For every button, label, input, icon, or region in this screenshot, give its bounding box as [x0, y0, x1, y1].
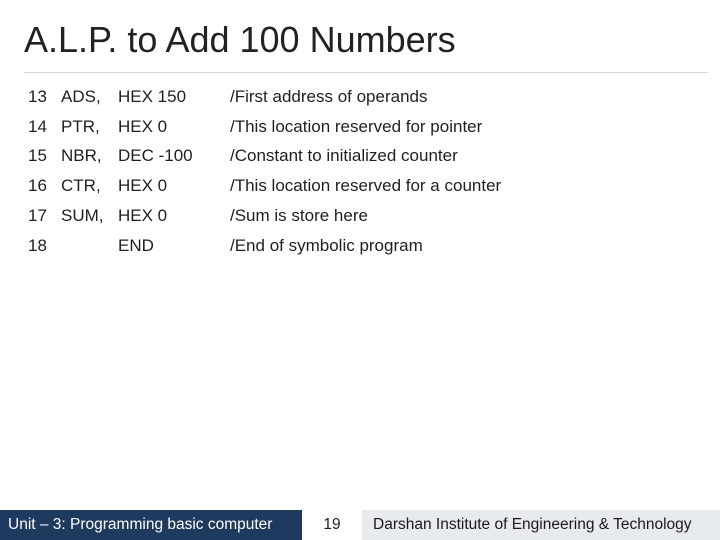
instruction: HEX 0	[118, 116, 168, 136]
code-row	[28, 231, 570, 261]
label: SUM,	[61, 206, 104, 226]
comment: /Constant to initialized counter	[230, 146, 458, 166]
comment: /End of symbolic program	[230, 235, 423, 255]
instruction: DEC -100	[118, 146, 193, 166]
label	[61, 231, 118, 261]
code-row	[28, 142, 570, 172]
line-number: 14	[28, 116, 47, 136]
line-number: 17	[28, 206, 47, 226]
code-listing	[28, 82, 570, 261]
label: ADS,	[61, 86, 101, 106]
code-row	[28, 82, 570, 112]
instruction: HEX 150	[118, 86, 187, 106]
code-row	[28, 112, 570, 142]
instruction: HEX 0	[118, 176, 168, 196]
line-number: 15	[28, 146, 47, 166]
footer-bar	[0, 510, 720, 540]
comment: /This location reserved for a counter	[230, 176, 502, 196]
comment: /Sum is store here	[230, 206, 368, 226]
comment: /First address of operands	[230, 86, 428, 106]
footer-unit-label: Unit – 3: Programming basic computer	[0, 510, 302, 540]
code-row	[28, 201, 570, 231]
instruction: END	[118, 235, 154, 255]
label: NBR,	[61, 146, 102, 166]
label: CTR,	[61, 176, 101, 196]
footer-institute-label: Darshan Institute of Engineering & Technology	[362, 510, 720, 540]
line-number: 13	[28, 86, 47, 106]
line-number: 16	[28, 176, 47, 196]
line-number: 18	[28, 235, 47, 255]
title-divider	[24, 72, 708, 73]
page-number: 19	[323, 516, 341, 533]
slide-title: A.L.P. to Add 100 Numbers	[24, 19, 456, 60]
label: PTR,	[61, 116, 100, 136]
code-row	[28, 171, 570, 201]
instruction: HEX 0	[118, 206, 168, 226]
comment: /This location reserved for pointer	[230, 116, 483, 136]
